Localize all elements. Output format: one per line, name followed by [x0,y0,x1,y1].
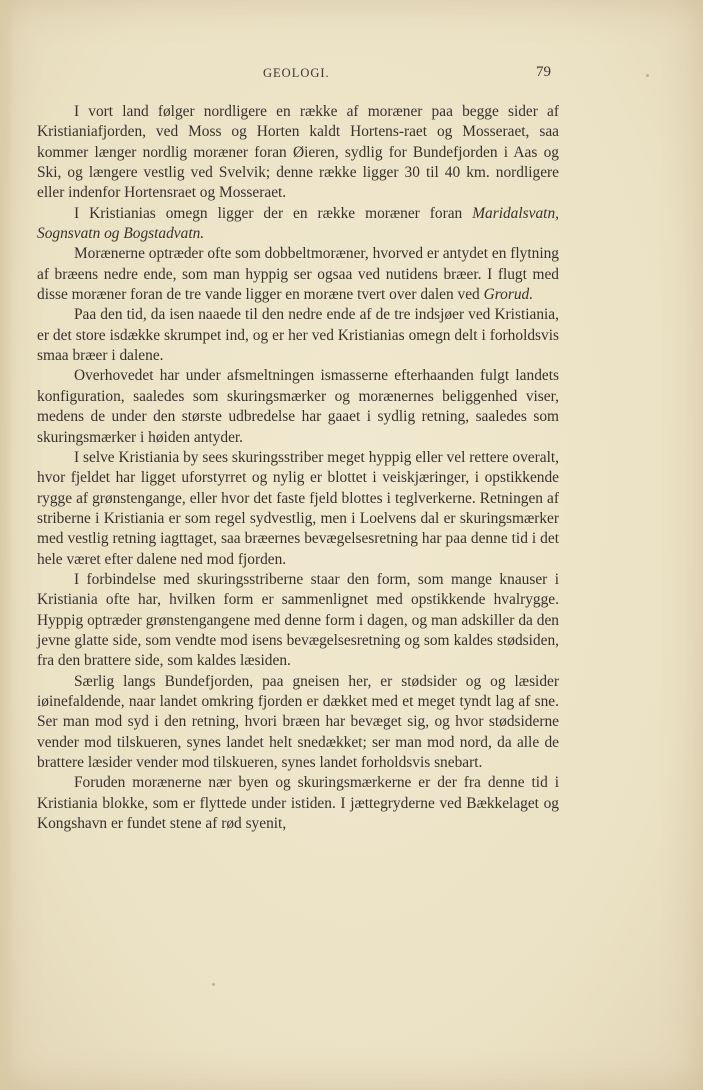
paragraph-italic: Maridalsvatn, Sognsvatn og Bogstadvatn. [37,204,559,243]
paragraph-6 [37,448,559,570]
paragraph-3 [37,244,559,305]
paragraph-text: I forbindelse med skuringsstriberne staar den form, som mange knauser i Kristiania ofte har, hvilken form er sammenlignet med opstikkende hvalrygge. Hyppig optræder grønstengangene med denne form i dagen, og man adskiller da den jevne glatte side, som vendte mod isens bevægelsesretning og som kaldes stødsiden, fra den brattere side, som kaldes læsiden. [37,570,559,670]
paragraph-5 [37,366,559,447]
paragraph-text: Overhovedet har under afsmeltningen ismasserne efterhaanden fulgt landets konfiguration, saaledes som skuringsmærker og morænernes beliggenhed viser, medens de under den største udbredelse har gaaet i sydlig retning, saaledes som skuringsmærker i høiden antyder. [37,367,559,446]
page-spine-shadow [0,0,14,1090]
paragraph-text: Særlig langs Bundefjorden, paa gneisen her, er stødsider og og læsider iøinefaldende, naar landet omkring fjorden er dækket med et meget tyndt lag af sne. Ser man mod syd i den retning, hvori bræen har bevæget sig, og hvor stødsiderne vender mod tilskueren, synes landet helt snedækket; ser man mod nord, da alle de brattere læsider vender mod tilskueren, synes landet forholdsvis snebart. [37,672,559,771]
paragraph-text: Morænerne optræder ofte som dobbeltmoræner, hvorved er antydet en flytning af bræens nedre ende, som man hyppig ser ogsaa ved nutidens bræer. I flugt med disse moræner foran de tre vande ligger en moræne tvert over dalen ved [37,245,559,304]
paper-speck [646,74,649,77]
paragraph-text: Paa den tid, da isen naaede til den nedre ende af de tre indsjøer ved Kristiania, er det store isdække skrumpet ind, og er her ved Kristianias omegn delt i forholdsvis smaa bræer i dalene. [37,306,559,365]
paragraph-italic: Grorud. [483,286,534,304]
body-text [37,102,559,834]
running-title: GEOLOGI. [263,66,330,80]
paragraph-text: I vort land følger nordligere en række af moræner paa begge sider af Kristianiafjorden, ved Moss og Horten kaldt Hortens-raet og Mosseraet, saa kommer længer nordlig moræner foran Øieren, sydlig for Bundefjorden i Aas og Ski, og længere vestlig ved Svelvik; denne række ligger 30 til 40 km. nordligere eller indenfor Hortensraet og Mosseraet. [37,103,559,202]
paragraph-2 [37,204,559,245]
page-number: 79 [536,64,551,80]
paragraph-text: I Kristianias omegn ligger der en række moræner foran [74,204,473,222]
paragraph-8 [37,672,559,774]
paragraph-1 [37,102,559,204]
paragraph-4 [37,305,559,366]
paragraph-text: Foruden morænerne nær byen og skuringsmærkerne er der fra denne tid i Kristiania blokke, som er flyttede under istiden. I jættegryderne ved Bækkelaget og Kongshavn er fundet stene af rød syenit, [37,774,559,833]
paragraph-7 [37,570,559,672]
paragraph-9 [37,773,559,834]
paper-speck [212,983,215,986]
paragraph-text: I selve Kristiania by sees skuringsstriber meget hyppig eller vel rettere overalt, hvor fjeldet har ligget uforstyrret og nylig er blottet i veiskjæringer, i opstikkende rygge af grønstengange, eller hvor det faste fjeld blottes i teglverkerne. Retningen af striberne i Kristiania er som regel sydvestlig, men i Loelvens dal er skuringsmærker med vestlig retning iagttaget, saa bræernes bevægelsesretning har paa denne tid i det hele været efter dalene ned mod fjorden. [37,448,559,568]
